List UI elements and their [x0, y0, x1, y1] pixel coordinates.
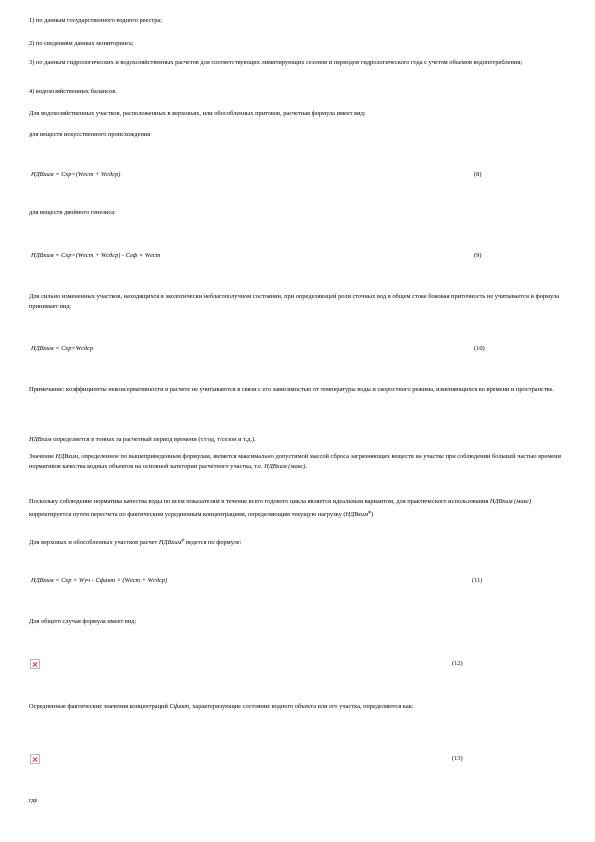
general-paragraph: Для общего случая формула имеет вид: — [29, 618, 137, 625]
list-item-2: 2) по сведениям данных мониторинга; — [29, 40, 134, 47]
values-text-2: , определенное по вышеприведенным формулам, является максимально допустимой массой сброса загрязняющих веществ на участке при соблюдении большей частью времени нормативов качества водных объектов на основной категории расчетного участка, т.е. — [29, 453, 561, 470]
period-text: определяется в тоннах за расчетный период времени (т/год, т/сезон и т.д.). — [51, 436, 256, 443]
formula-10: НДВхим = Схр×Wсдср — [31, 345, 94, 352]
list-item-4: 4) водохозяйственных балансов. — [29, 88, 117, 95]
upper-paragraph — [29, 535, 569, 548]
concentration-paragraph — [29, 702, 569, 712]
term-ndvhim-max: НДВхим (макс) — [264, 463, 306, 470]
concentration-text-1: Осредненные фактические значения концентраций — [29, 703, 170, 710]
list-item-3: 3) по данным гидрологических и водохозяйственных расчетов для соответствующих лимитирующих сезонов и периодов гидрологического года с учетом объемов водопотребления; — [29, 59, 523, 66]
modified-paragraph: Для сильно измененных участков, находящихся в экологически неблагополучном состоянии, при определяющей роли сточных вод в общем стоке боковая приточность не учитывается и формула принимает вид: — [29, 293, 559, 310]
values-text-3: . — [305, 463, 308, 470]
practical-text-3: ) — [371, 511, 374, 519]
intro-paragraph: Для водохозяйственных участков, расположенных в верховьях, или обособленных притоков, расчетная формула имеет вид: — [29, 110, 366, 117]
artificial-label: для веществ искусственного происхождения — [29, 131, 151, 138]
note-paragraph: Примечание: коэффициенты неконсервативности в расчете не учитываются в связи с его зависимостью от температуры воды и скоростного режима, изменяющихся во времени и пространстве. — [29, 386, 555, 393]
term-ndvhim-fact-base: НДВхим — [345, 511, 369, 519]
term-ndvhim-fact: НДВхим$^ф$ — [345, 509, 371, 519]
formula-10-number: (10) — [474, 345, 485, 352]
formula-13-number: (13) — [452, 755, 463, 762]
dual-label: для веществ двойного генезиса: — [29, 209, 116, 216]
term-ndvhim-fact-base: НДВхим — [158, 539, 182, 547]
list-item-1: 1) по данным государственного водного реестра; — [29, 17, 163, 24]
footer-where: где — [29, 797, 38, 804]
upper-text-1: Для верховых и обособленных участков расчет — [29, 539, 159, 547]
practical-paragraph — [29, 497, 569, 520]
term-ndvhim: НДВхим — [55, 453, 79, 460]
term-ndvhim-max: НДВхим (макс) — [489, 498, 532, 505]
term-cfact: Сфакт — [169, 703, 190, 710]
concentration-text-2: , характеризующие состояние водного объекта или его участка, определяются как: — [189, 703, 414, 710]
formula-11-number: (11) — [472, 577, 483, 584]
practical-text-1: Поскольку соблюдение норматива качества воды по всем показателям в течение всего годового цикла является идеальным вариантом, для практического использования — [29, 498, 490, 505]
formula-12-number: (12) — [452, 660, 463, 667]
term-ndvhim: НДВхим — [29, 436, 52, 443]
formula-11: НДВхим = Схр × Wуч - Сфакт × (Wест + Wсдср) — [31, 577, 168, 584]
formula-9: НДВхим = Схр×(Wест + Wсдср) - Сеф × Wест — [31, 252, 161, 259]
broken-image-icon — [30, 754, 40, 764]
practical-text-2: корректируется путем пересчета по фактическим усредненным концентрациям, определяющим текущую нагрузку ( — [29, 511, 346, 519]
upper-text-2: ведется по формуле: — [184, 539, 242, 547]
period-paragraph — [29, 435, 569, 445]
formula-9-number: (9) — [474, 252, 482, 259]
formula-8-number: (8) — [474, 171, 482, 178]
term-ndvhim-fact: НДВхим$^ф$ — [158, 537, 185, 547]
values-text-1: Значение — [29, 453, 56, 460]
broken-image-icon — [30, 659, 40, 669]
formula-8: НДВхим = Схр×(Wест + Wсдср) — [31, 171, 121, 178]
values-paragraph — [29, 452, 569, 472]
